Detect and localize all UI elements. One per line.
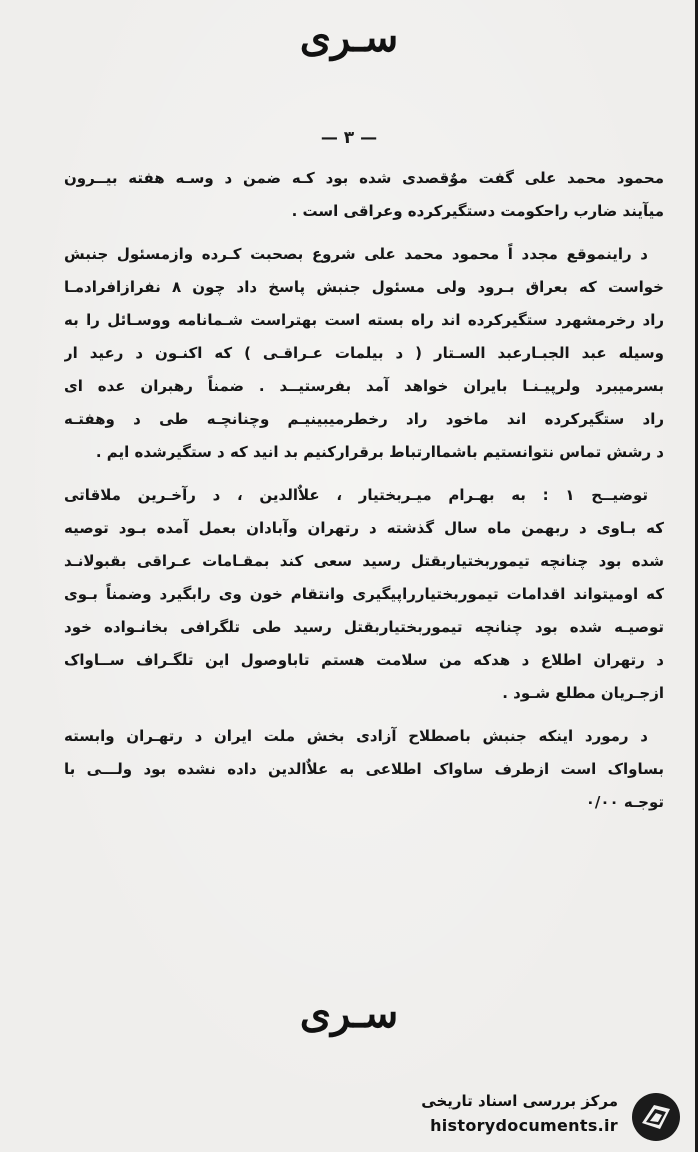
text-line: محمود محمد علی گفت موٌقصدی شده بود کـه ضمن د وسـه هفته بیــرون	[64, 169, 664, 187]
classification-stamp-top: سـرى	[299, 14, 399, 61]
text-line: که بـاوی د ربهمن ماه سال گذشته د رتهران وآبادان بعمل آمده بـود توصیه	[64, 519, 664, 537]
text-line: راد ستگیرکرده اند ماخود راد رخطرمیبینیـم وچنانچـه طی د وهفتـه	[64, 410, 664, 428]
paragraph	[64, 162, 664, 228]
text-line: وسیله عبد الجبـارعبد السـتار ( د بیلمات عـراقـی ) که اکنـون د رعید ار	[64, 344, 664, 362]
text-line: د راینموقع مجدد اً محمود محمد علی شروع بصحبت کـرده وازمسئول جنبش	[64, 245, 648, 263]
document-body	[64, 162, 664, 819]
paragraph	[64, 479, 664, 710]
watermark-title: مرکز بررسی اسناد تاریخی	[421, 1092, 618, 1110]
text-line: ازجـریان مطلع شـود .	[502, 684, 664, 702]
text-line: میآیند ضارب راحکومت دستگیرکرده وعراقی است .	[291, 202, 664, 220]
text-line: بساواک است ازطرف ساواک اطلاعی به علاٌالدین داده نشده بود ولـــی با	[64, 760, 664, 778]
text-line: شده بود چنانچه تیموربختیاربقتل رسید سعی کند بمقـامات عـراقی بقبولانـد	[64, 552, 664, 570]
text-line: د رمورد اینکه جنبش باصطلاح آزادی بخش ملت ایران د رتهـران وابسته	[64, 727, 648, 745]
text-line: د رشش تماس نتوانستیم باشماارتباط برقرارکنیم بد انید که د ستگیرشده ایم .	[95, 443, 664, 461]
classification-stamp-bottom: سـرى	[299, 990, 399, 1037]
historydocuments-logo-icon	[630, 1091, 682, 1143]
text-line: که اوميتواند اقدامات تیموربختیارراپیگیری وانتقام خون وی رابگیرد وضمناً بـوی	[64, 585, 664, 603]
text-line: خواست که بعراق بـرود ولی مسئول جنبش پاسخ داد چون ۸ نفرازافرادمـا	[64, 278, 664, 296]
text-line: بسرمیبرد ولرپیـنـا بایران خواهد آمد بفرستیــد . ضمناً رهبران عده ای	[64, 377, 664, 395]
page-number: — ۳ —	[320, 128, 378, 148]
paragraph	[64, 720, 664, 819]
text-line: توجـه ۰/۰۰	[585, 793, 664, 811]
paragraph-gap	[64, 228, 664, 238]
paragraph-gap	[64, 710, 664, 720]
text-line: توصیـه شده بود چنانچه تیموربختیاربقتل رسید طی تلگرافی بخانـواده خود	[64, 618, 664, 636]
watermark-url: historydocuments.ir	[430, 1116, 618, 1135]
text-line: توضیــح ۱ : به بهـرام میـربختیار ، علاٌالدین ، د رآخـرین ملاقاتی	[64, 486, 648, 504]
paragraph	[64, 238, 664, 469]
paragraph-gap	[64, 469, 664, 479]
text-line: د رتهران اطلاع د هدکه من سلامت هستم تاباوصول این تلگـراف ســاواک	[64, 651, 664, 669]
text-line: راد رخرمشهرد ستگیرکرده اند راه بسته است بهتراست شـمانامه ووسـائل را به	[64, 311, 664, 329]
site-watermark	[398, 1090, 688, 1144]
